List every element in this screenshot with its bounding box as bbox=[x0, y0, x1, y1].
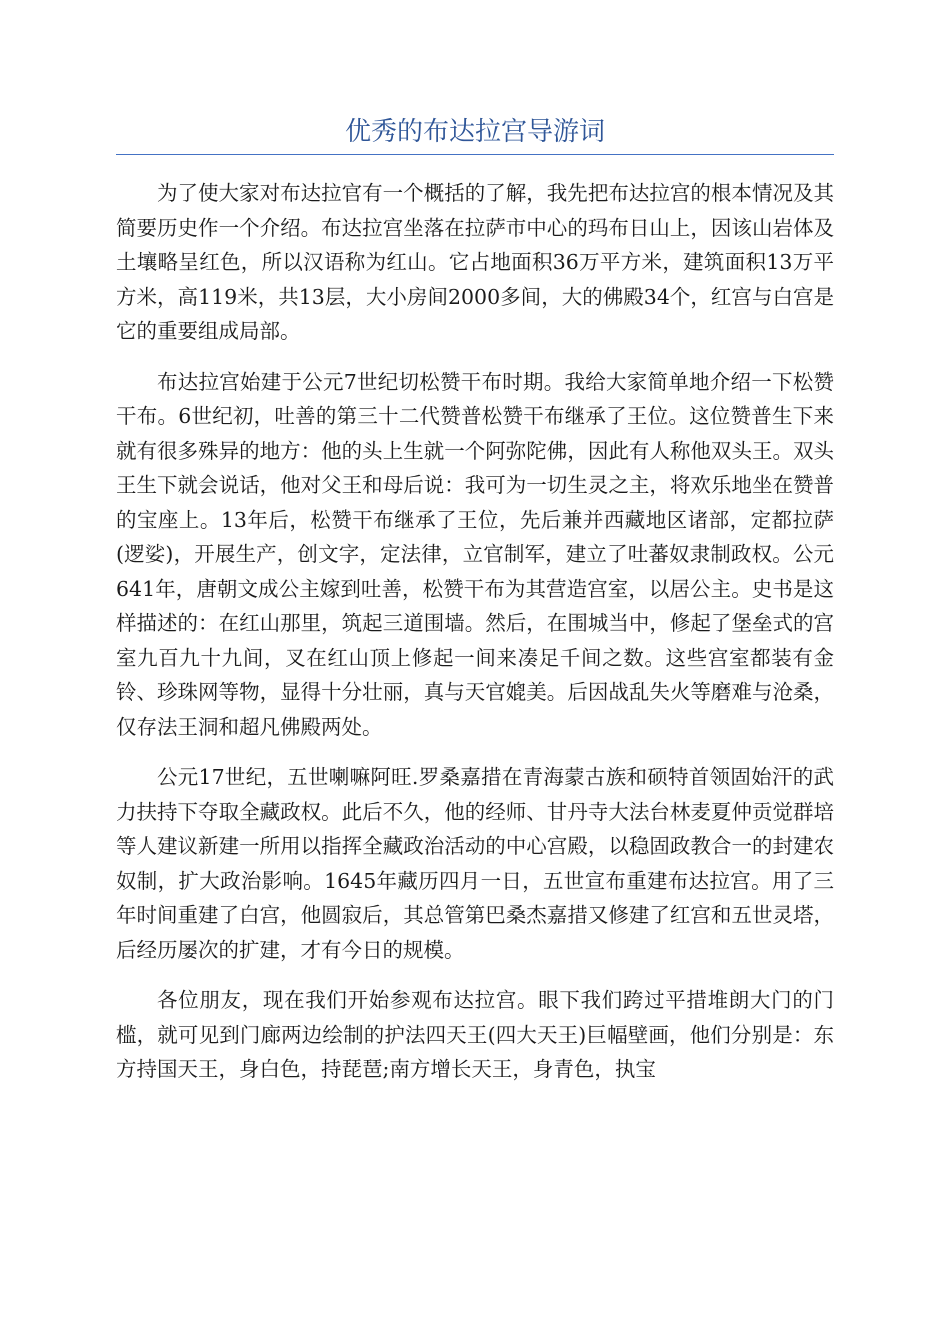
paragraph-history: 布达拉宫始建于公元7世纪切松赞干布时期。我给大家简单地介绍一下松赞干布。6世纪初，吐善的第三十二代赞普松赞干布继承了王位。这位赞普生下来就有很多殊异的地方：他的头上生就一个阿弥陀佛，因此有人称他双头王。双头王生下就会说话，他对父王和母后说：我可为一切生灵之主，将欢乐地坐在赞普的宝座上。13年后，松赞干布继承了王位，先后兼并西藏地区诸部，定都拉萨(逻娑)，开展生产，创文字，定法律，立官制军，建立了吐蕃奴隶制政权。公元641年，唐朝文成公主嫁到吐善，松赞干布为其营造宫室，以居公主。史书是这样描述的：在红山那里，筑起三道围墙。然后，在围城当中，修起了堡垒式的宫室九百九十九间，叉在红山顶上修起一间来凑足千间之数。这些宫室都装有金铃、珍珠网等物，显得十分壮丽，真与天官媲美。后因战乱失火等磨难与沧桑，仅存法王洞和超凡佛殿两处。 bbox=[116, 369, 834, 739]
paragraph-intro: 为了使大家对布达拉官有一个概括的了解，我先把布达拉宫的根本情况及其简要历史作一个介绍。布达拉宫坐落在拉萨市中心的玛布日山上，因该山岩体及土壤略呈红色，所以汉语称为红山。它占地面积36万平方米，建筑面积13万平方米，高119米，共13层，大小房间2000多间，大的佛殿34个，红宫与白宫是它的重要组成局部。 bbox=[116, 181, 834, 343]
document-title: 优秀的布达拉宫导游词 bbox=[344, 117, 605, 147]
document-body bbox=[116, 176, 834, 1103]
paragraph-rebuild: 公元17世纪，五世喇嘛阿旺.罗桑嘉措在青海蒙古族和硕特首领固始汗的武力扶持下夺取全藏政权。此后不久，他的经师、甘丹寺大法台林麦夏仲贡觉群培等人建议新建一所用以指挥全藏政治活动的中心宫殿，以稳固政教合一的封建农奴制，扩大政治影响。1645年藏历四月一日，五世宣布重建布达拉宫。用了三年时间重建了白宫，他圆寂后，其总管第巴桑杰嘉措又修建了红宫和五世灵塔，后经历屡次的扩建，才有今日的规模。 bbox=[116, 765, 834, 962]
title-underline bbox=[116, 154, 834, 155]
paragraph-tour-start: 各位朋友，现在我们开始参观布达拉宫。眼下我们跨过平措堆朗大门的门槛，就可见到门廊两边绘制的护法四天王(四大天王)巨幅壁画，他们分别是：东方持国天王，身白色，持琵琶;南方增长天王，身青色，执宝 bbox=[116, 988, 834, 1081]
